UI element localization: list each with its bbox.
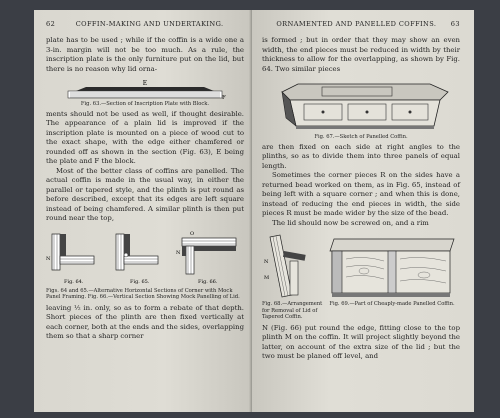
fig-68-drawing [262,231,322,301]
figs-64-66-caption: Figs. 64 and 65.—Alternative Horizontal Sections of Corner with Mock Panel Framing. Fig. 66.—Vertical Section Showing Mock Panelling of Lid. [46,287,240,300]
fig-66-label-n: N [176,249,181,256]
fig-64-label-n: N [46,255,51,262]
fig-67-lid [282,84,448,100]
fig-63-label-e: E [142,80,148,87]
fig-66-label: Fig. 66. [198,278,218,285]
fig-67-caption: Fig. 67.—Sketch of Panelled Coffin. [314,134,408,140]
fig-68-caption: Fig. 68.—Arrangement for Removal of Lid of Tapered Coffin. [262,301,323,320]
fig-66-drawing [176,231,236,274]
fig-65-drawing [116,234,158,270]
fig-69-drawing [324,231,460,301]
left-para-3: Most of the better class of coffins are panelled. The actual coffin is made in the usual way, in either the parallel or tapered style, and the plinth is put round as before described, except that its edges are left square instead of being chamfered. A similar plinth is then put round near the top, [46,166,244,222]
fig-69-caption: Fig. 69.—Part of Cheaply-made Panelled Coffin. [329,301,455,307]
figs-64-66-drawing [46,228,244,288]
right-running-head [262,20,460,28]
right-para-3: Sometimes the corner pieces R on the sides have a returned bead worked on them, as in Fig. 65, instead of being left with a square corner ; and when this is done, instead of reducing the end pieces in width, the side pieces R must be made wider by the size of the bead. [262,171,460,217]
left-running-title: COFFIN-MAKING AND UNDERTAKING. [75,20,224,28]
fig-67 [262,78,460,141]
figs-68-69 [262,231,460,321]
fig-66-label-o: O [190,230,195,237]
right-para-1: is formed ; but in order that they may show an even width, the end pieces must be reduced in width by their thickness to allow for the overlapping, as shown by Fig. 64. Two similar pieces [262,36,460,73]
fig-63-plate [76,87,214,91]
right-page-number: 63 [450,20,460,28]
fig-64-label: Fig. 64. [64,278,84,285]
fig-63-caption: Fig. 63.—Section of Inscription Plate with Block. [80,101,210,107]
fig-68 [262,231,324,321]
right-para-4: The lid should now be screwed on, and a rim [272,218,429,227]
fig-64-drawing [46,234,94,270]
fig-67-drawing [262,78,460,134]
left-page-number: 62 [46,20,56,28]
fig-63-drawing [46,79,244,101]
fig-68-label-m: M [264,275,270,281]
right-running-title: ORNAMENTED AND PANELLED COFFINS. [276,20,437,28]
right-page [252,10,474,412]
fig-65-label: Fig. 65. [130,278,150,285]
left-page [34,10,252,412]
fig-63-label-f: F [222,95,226,101]
figs-64-66 [46,228,244,301]
left-para-1: plate has to be used ; while if the coffin is a wide one a 3-in. margin will not be too much. As a rule, the inscription plate is the only furniture put on the lid, but there is no reason why lid orna- [46,36,244,73]
left-para-2: ments should not be used as well, if thought desirable. The appearance of a plain lid is improved if the inscription plate is mounted on a piece of wood cut to the exact shape, with the edge either chamfered or rounded off as shown in the section (Fig. 63), E being the plate and F the block. [46,109,244,165]
right-para-2: are then fixed on each side at right angles to the plinths, so as to divide them into three panels of equal length. [262,142,460,170]
fig-68-label-n: N [264,259,269,265]
right-para-5: N (Fig. 66) put round the edge, fitting close to the top plinth M on the coffin. It will project slightly beyond the latter, on account of the extra size of the lid ; but the two must be planed off level, and [262,323,460,360]
left-running-head [46,20,244,28]
left-para-4: leaving ½ in. only, so as to form a rebate of that depth. Short pieces of the plinth are then fixed vertically at each corner, both at the ends and the sides, overlapping them so that a sharp corner [46,303,244,340]
fig-63 [46,79,244,108]
fig-69 [324,231,460,321]
